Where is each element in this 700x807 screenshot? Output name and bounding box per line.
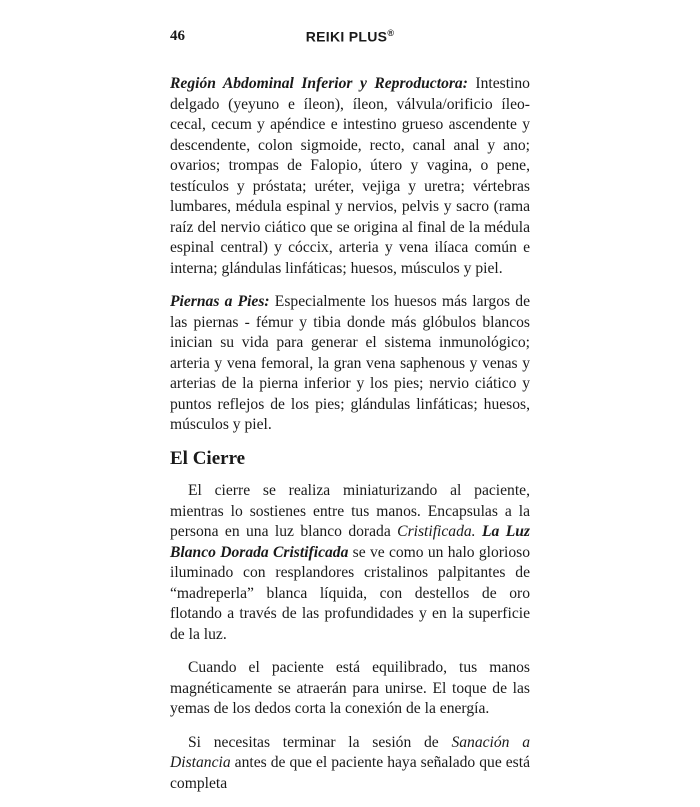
section-text-abdominal: Intestino delgado (yeyuno e íleon), íleon, válvula/orificio íleo-cecal, cecum y apéndice e intestino grueso ascendente y descendente, colon sigmoide, recto, canal anal y ano; ovarios; trompas de Falopio, útero y vagina, o pene, testículos y próstata; uréter, vejiga y uretra; vértebras lumbares, médula espinal y nervios, pelvis y sacro (rama raíz del nervio ciático que se origina al final de la médula espinal central) y cóccix, arteria y vena ilíaca común e interna; glándulas linfáticas; huesos, músculos y piel. <box>170 75 530 277</box>
paragraph-cierre-1 <box>170 481 530 645</box>
running-title <box>170 28 530 45</box>
section-text-piernas: Especialmente los huesos más largos de las piernas - fémur y tibia donde más glóbulos blancos inician su vida para generar el sistema inmunológico; arteria y vena femoral, la gran vena saphenous y venas y arterias de la pierna inferior y los pies; nervio ciático y puntos reflejos de los pies; glándulas linfáticas; huesos, músculos y piel. <box>170 293 530 433</box>
cierre-p3-text-b: antes de que el paciente haya señalado que está completa <box>170 754 530 792</box>
paragraph-abdominal <box>170 74 530 279</box>
section-lead-abdominal: Región Abdominal Inferior y Reproductora: <box>170 75 468 92</box>
paragraph-cierre-2: Cuando el paciente está equilibrado, tus manos magnéticamente se atraerán para unirse. El toque de las yemas de los dedos corta la conexión de la energía. <box>170 659 530 717</box>
cierre-p1-italic: Cristificada. <box>397 523 476 540</box>
body-text <box>170 74 530 807</box>
cierre-p1-text-a: El cierre se realiza miniaturizando al paciente, mientras lo sostienes entre tus manos. Encapsulas a la persona en una luz blanco dorada <box>170 482 530 540</box>
section-heading: El Cierre <box>170 447 246 469</box>
cierre-p3-italic: Sanación a Distancia <box>170 733 530 771</box>
registered-mark: ® <box>387 28 395 38</box>
cierre-p1-bold: La Luz Blanco Dorada Cristificada <box>170 523 530 561</box>
page-header <box>170 28 530 52</box>
section-lead-piernas: Piernas a Pies: <box>170 293 270 310</box>
cierre-p1-text-b: se ve como un halo glorioso iluminado con resplandores cristalinos palpitantes de “madreperla” blanca líquida, con destellos de oro flotando a través de las profundidades y en la superficie de la luz. <box>170 543 530 643</box>
running-title-text: REIKI PLUS <box>305 28 388 45</box>
page-number: 46 <box>170 28 185 44</box>
cierre-p3-text-a: Si necesitas terminar la sesión de <box>188 733 452 751</box>
paragraph-piernas <box>170 292 530 436</box>
paragraph-cierre-3 <box>170 733 530 795</box>
